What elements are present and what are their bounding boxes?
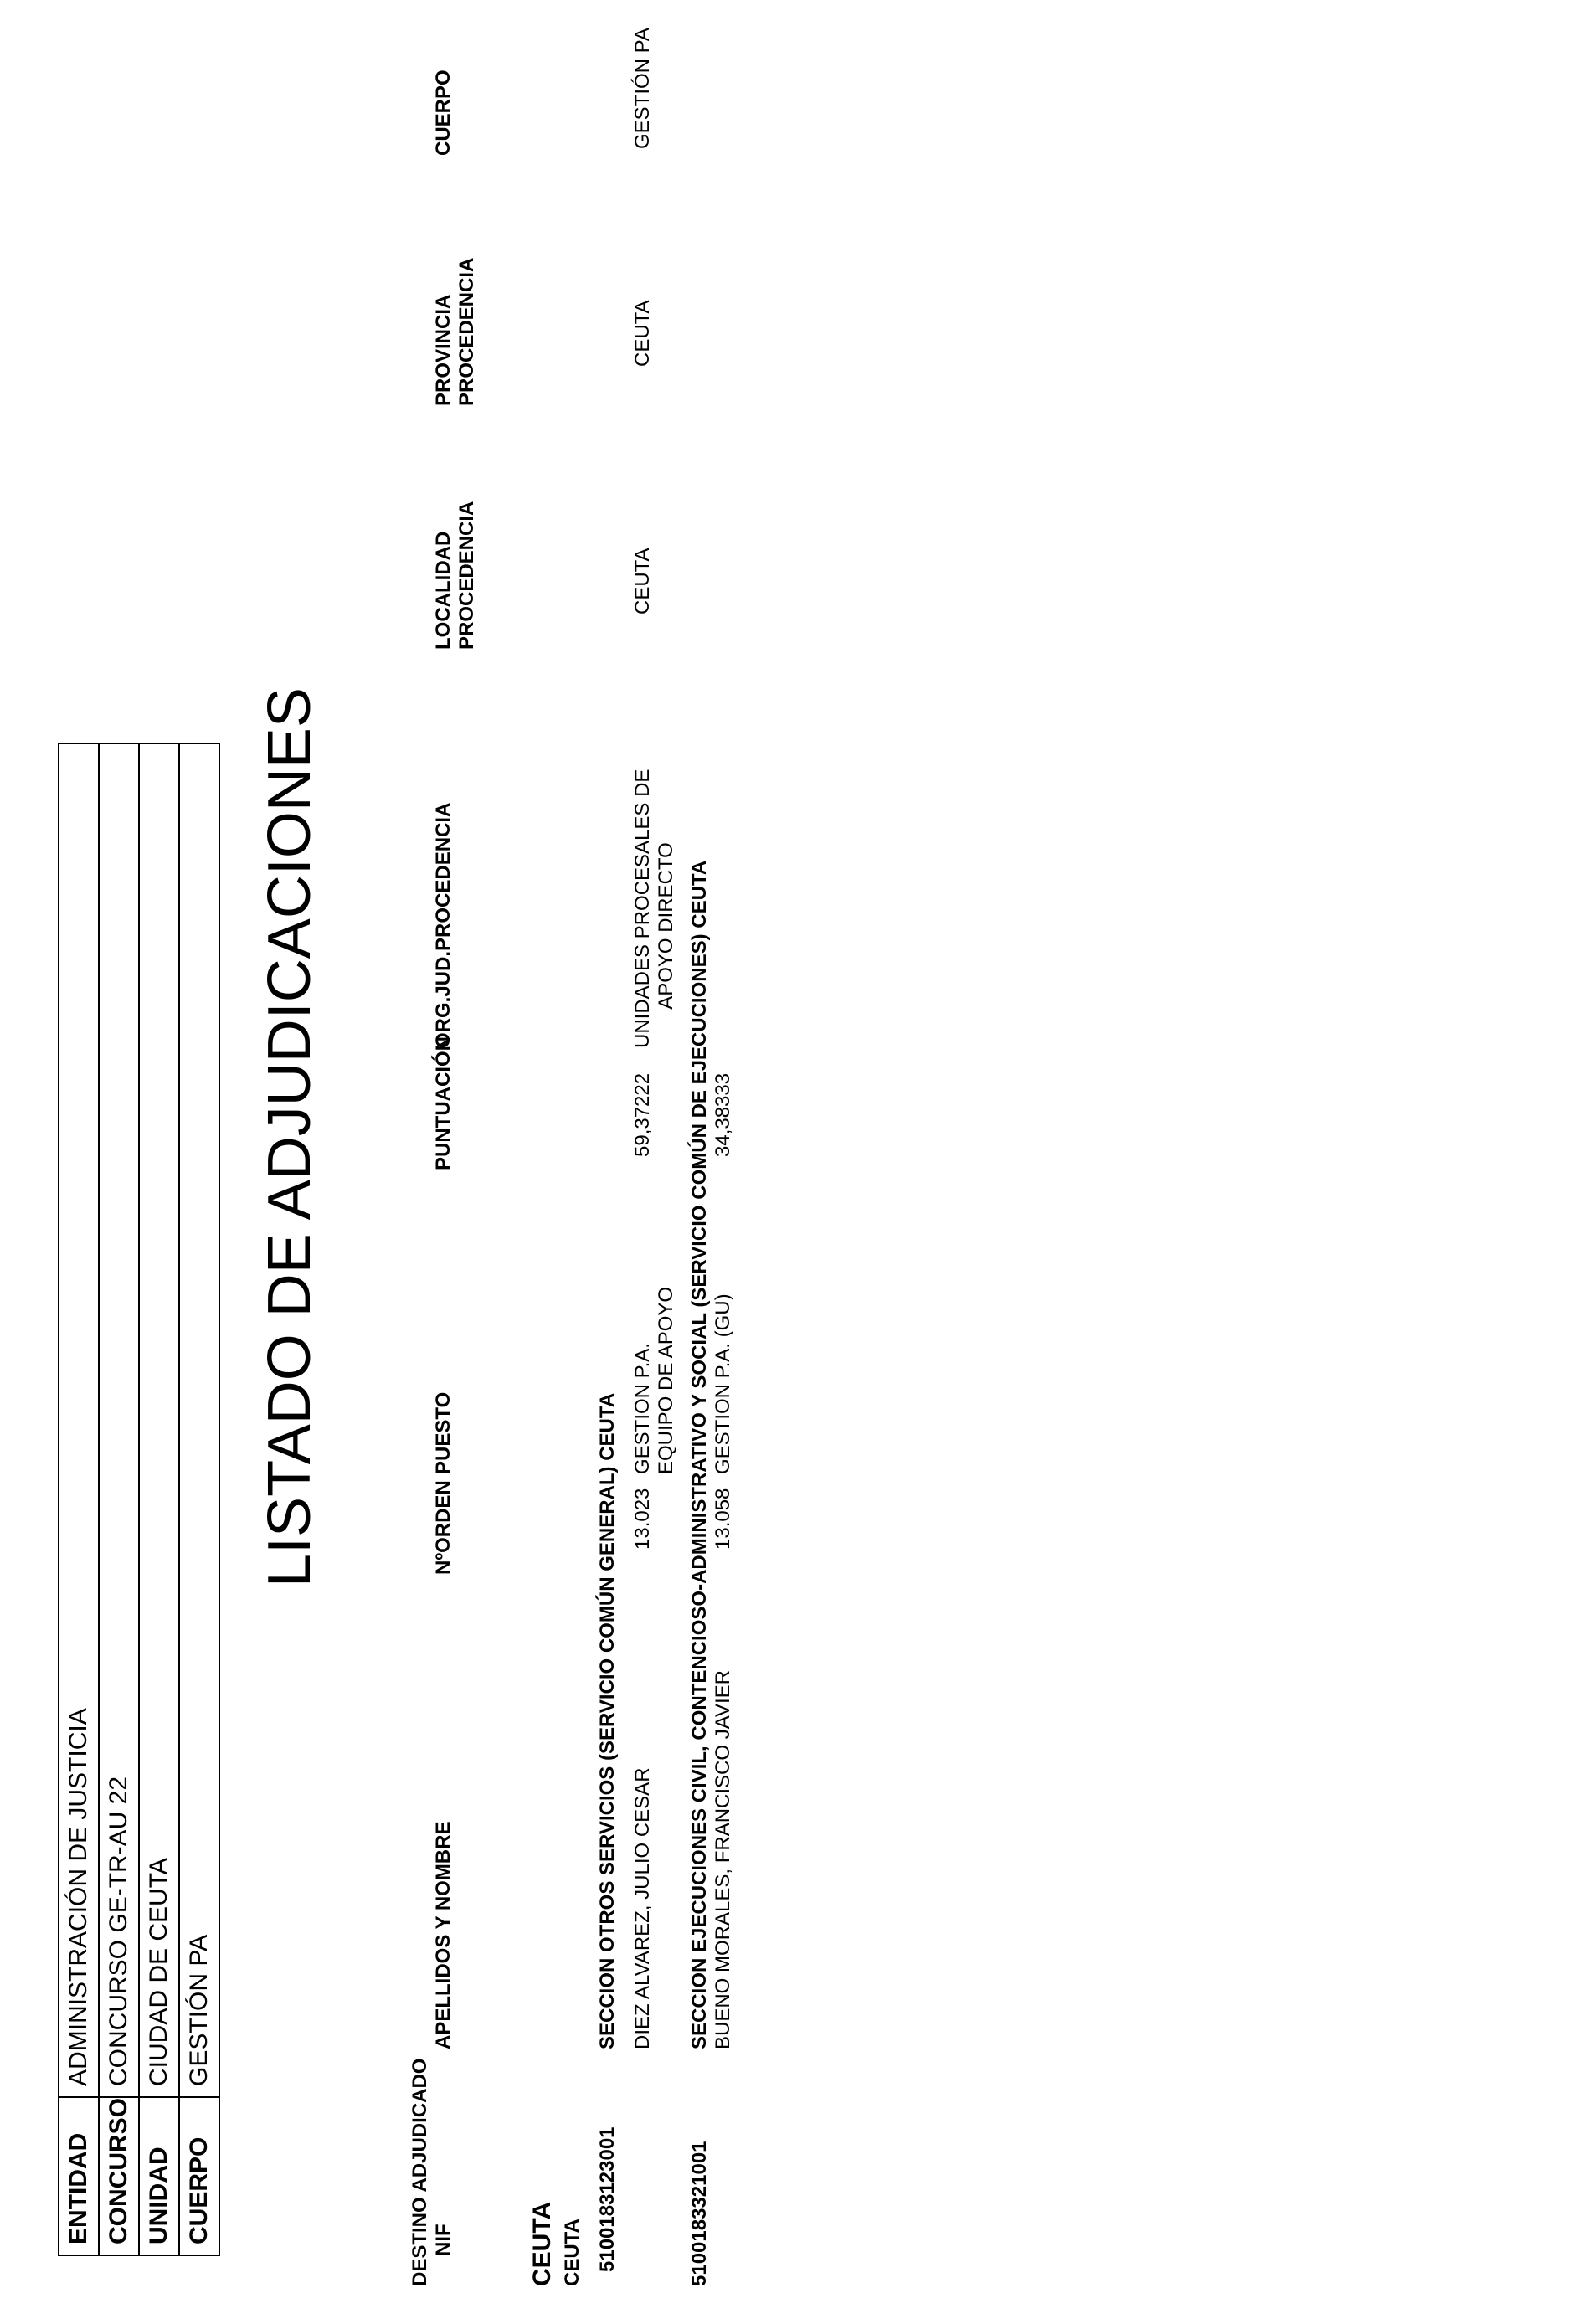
header-key: CUERPO <box>179 2097 219 2255</box>
entry-score: 34,38333 <box>712 1072 734 1157</box>
header-row-concurso <box>99 743 139 2255</box>
section-code: 5100183321001 <box>688 2141 711 2286</box>
section-title: SECCION OTROS SERVICIOS (SERVICIO COMÚN GENERAL) CEUTA <box>596 1392 619 2049</box>
locality-heading: CEUTA <box>561 2219 584 2286</box>
entry-org-line1: UNIDADES PROCESALES DE <box>631 769 654 1048</box>
province-heading: CEUTA <box>528 2201 556 2286</box>
entry-name: BUENO MORALES, FRANCISCO JAVIER <box>712 1670 734 2049</box>
header-key: CONCURSO <box>99 2097 139 2255</box>
column-header-puntuacion: PUNTUACIÓN <box>432 1036 455 1170</box>
column-header-org-procedencia: ORG.JUD.PROCEDENCIA <box>432 802 455 1048</box>
entry-org <box>631 769 678 1048</box>
entry-post <box>631 1287 678 1474</box>
entry-order: 13.023 <box>631 1488 654 1550</box>
column-header-provincia-line1: PROVINCIA <box>432 294 455 406</box>
column-header-cuerpo: CUERPO <box>432 69 455 156</box>
header-value: GESTIÓN PA <box>179 743 219 2097</box>
entry-org-line2: APOYO DIRECTO <box>655 842 677 1010</box>
header-value: ADMINISTRACIÓN DE JUSTICIA <box>59 743 99 2097</box>
entry-body: GESTIÓN PA <box>631 28 654 149</box>
entry-post-line2: EQUIPO DE APOYO <box>655 1286 677 1474</box>
column-header-orden: NºORDEN <box>432 1480 455 1575</box>
entry-province: CEUTA <box>631 300 654 367</box>
column-header-puesto: PUESTO <box>432 1391 455 1474</box>
entry-score: 59,37222 <box>631 1072 654 1157</box>
entry-post: GESTION P.A. (GU) <box>712 1293 734 1474</box>
entry-order: 13.058 <box>712 1488 734 1550</box>
section-title: SECCION EJECUCIONES CIVIL, CONTENCIOSO-ADMINISTRATIVO Y SOCIAL (SERVICIO COMÚN DE EJECUCIONES) CEUTA <box>688 860 711 2049</box>
page-title: LISTADO DE ADJUDICACIONES <box>256 687 323 1587</box>
column-header-localidad <box>432 501 479 650</box>
header-row-cuerpo <box>179 743 219 2255</box>
header-row-unidad <box>139 743 179 2255</box>
entry-name: DIEZ ALVAREZ, JULIO CESAR <box>631 1767 654 2049</box>
column-header-destino: DESTINO ADJUDICADO <box>409 2058 431 2286</box>
column-header-apellidos: APELLIDOS Y NOMBRE <box>432 1821 455 2049</box>
entry-locality: CEUTA <box>631 548 654 614</box>
section-code: 5100183123001 <box>596 2126 619 2272</box>
column-header-provincia-line2: PROCEDENCIA <box>455 257 478 406</box>
column-header-provincia <box>432 258 479 406</box>
column-header-localidad-line2: PROCEDENCIA <box>455 501 478 650</box>
header-key: ENTIDAD <box>59 2097 99 2255</box>
entry-post-line1: GESTION P.A. <box>631 1343 654 1474</box>
header-key: UNIDAD <box>139 2097 179 2255</box>
header-box <box>58 743 220 2256</box>
header-row-entidad <box>59 743 99 2255</box>
header-value: CONCURSO GE-TR-AU 22 <box>99 743 139 2097</box>
header-value: CIUDAD DE CEUTA <box>139 743 179 2097</box>
column-header-localidad-line1: LOCALIDAD <box>432 531 455 650</box>
column-header-nif: NIF <box>432 2224 455 2256</box>
